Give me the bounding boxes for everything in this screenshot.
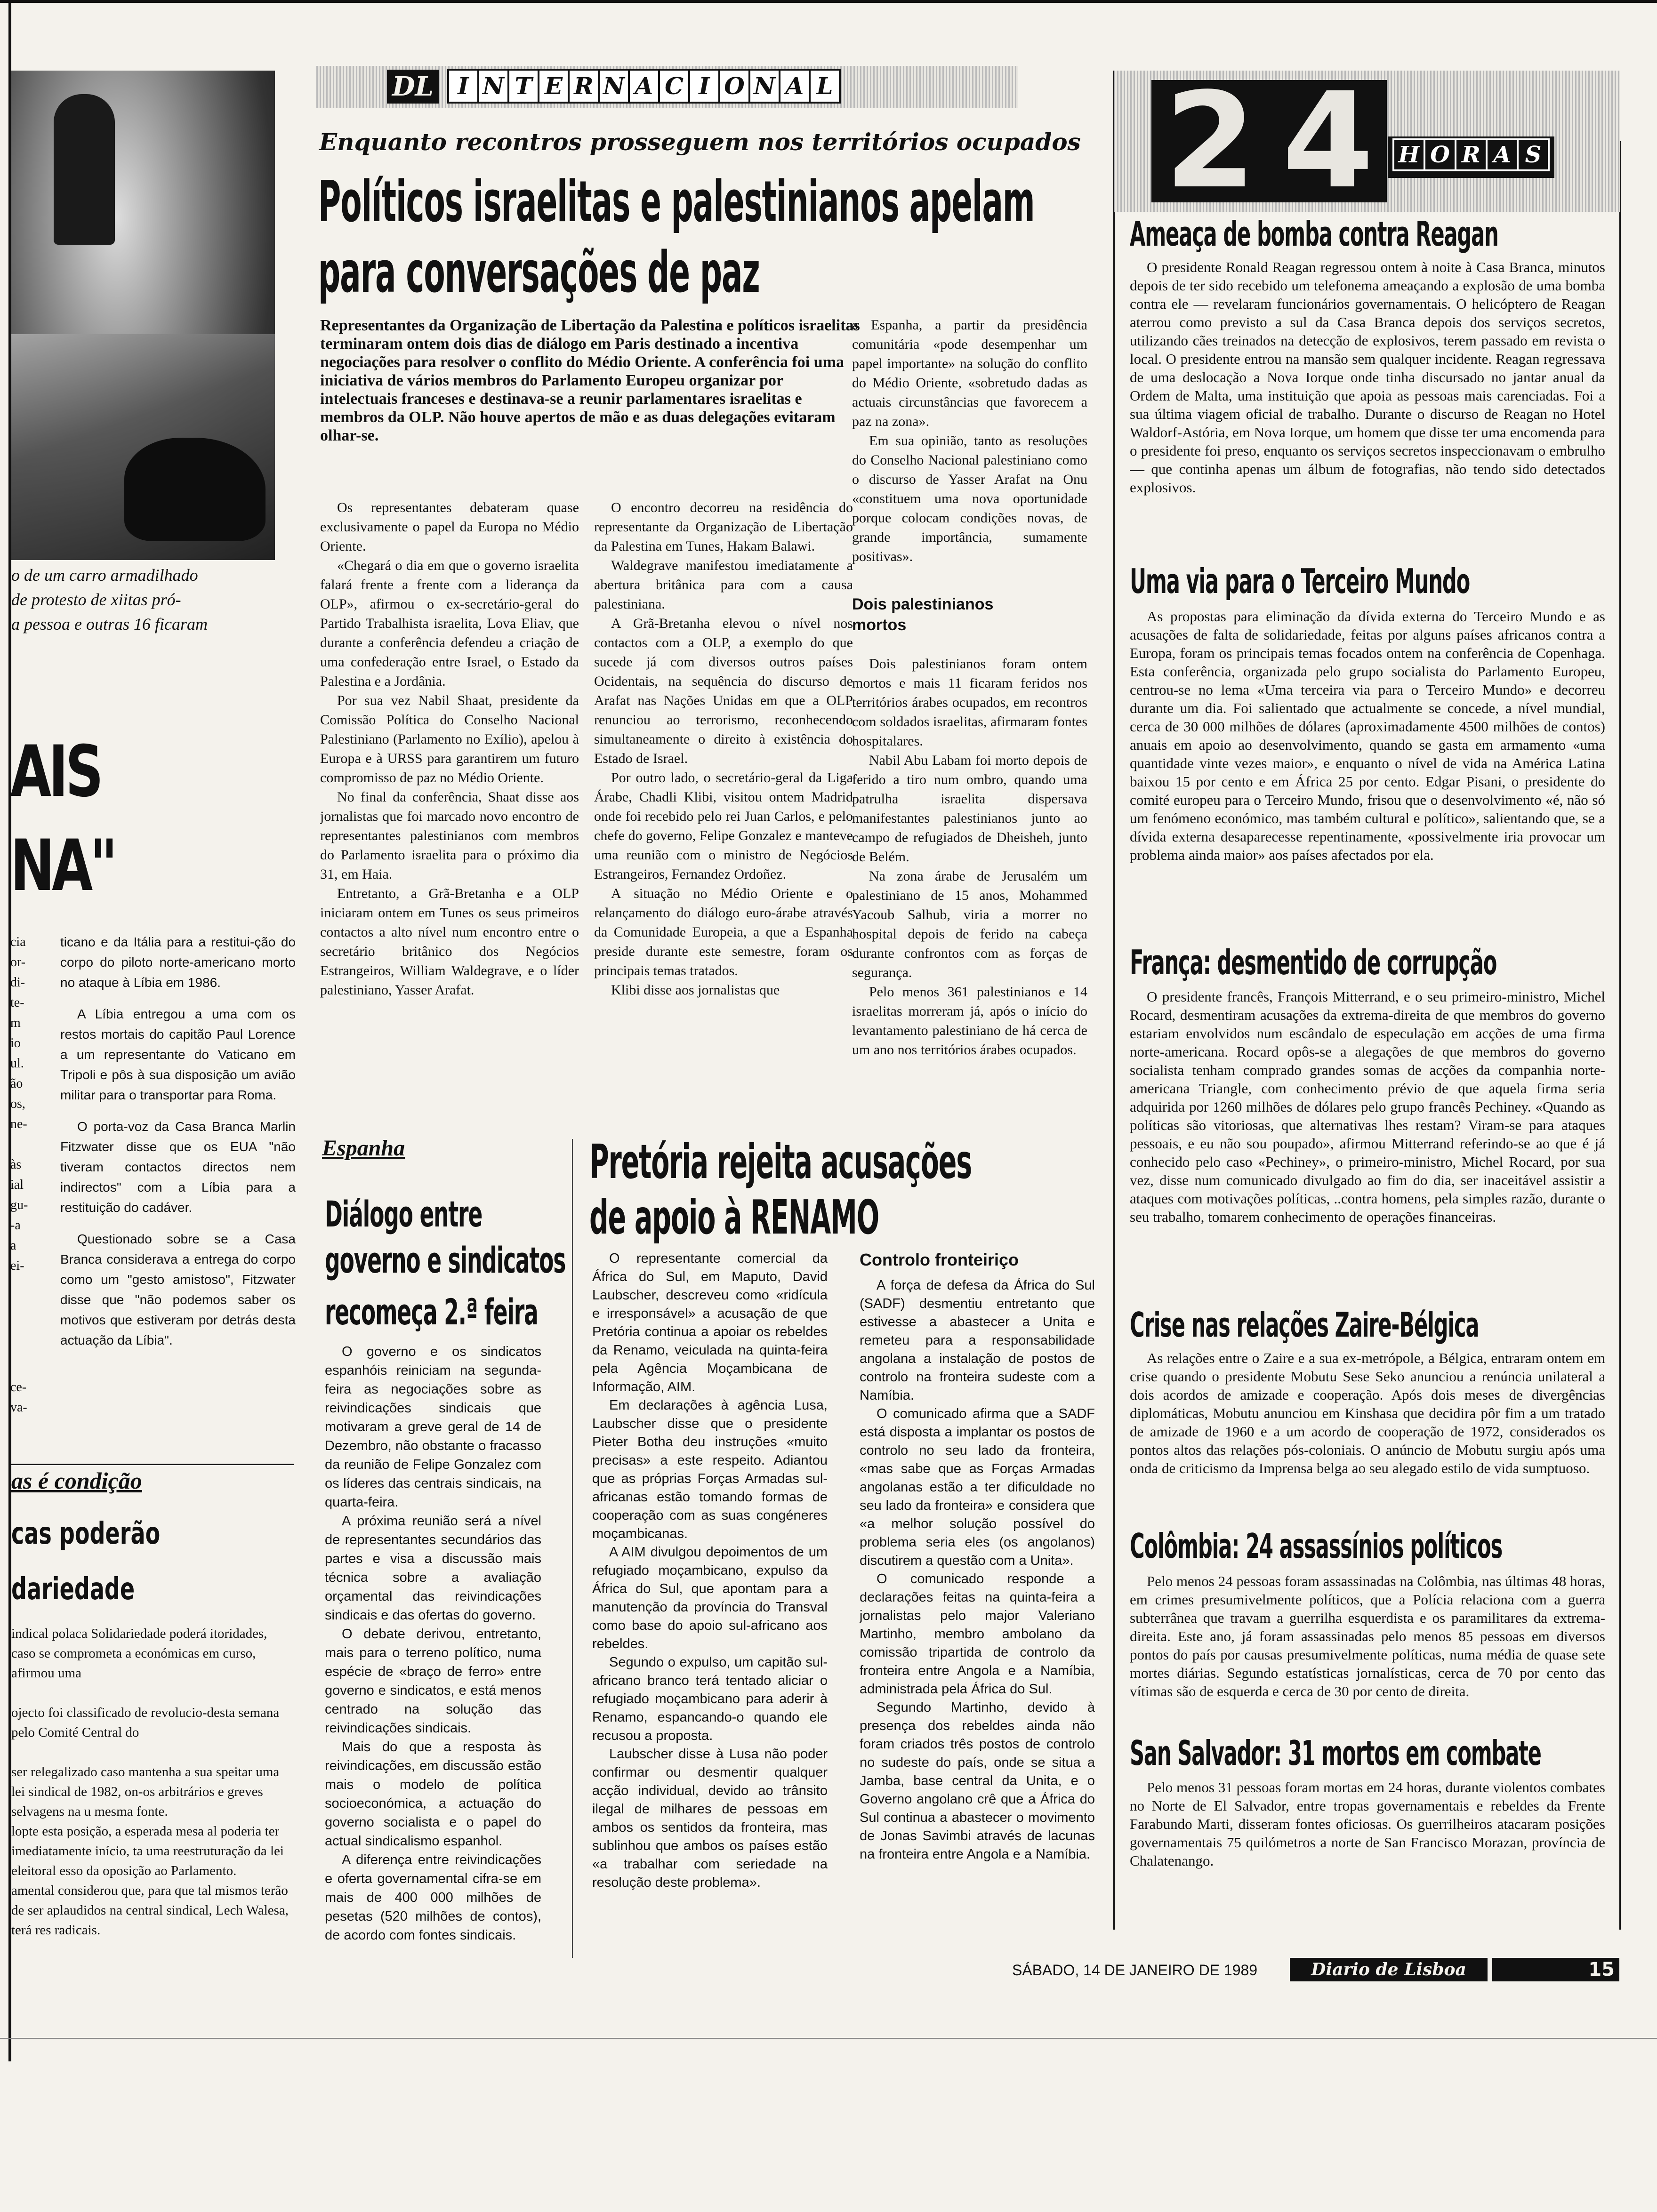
section-letter: T — [507, 69, 539, 104]
left-article-p2: A Líbia entregou a uma com os restos mortais do capitão Paul Lorence a um representante do Vaticano em Tripoli e pôs à sua disposição um avião militar para o transportar para Roma. — [60, 1007, 296, 1102]
espanha-headline-3: recomeça 2.ª feira — [325, 1291, 538, 1333]
brief-title-4: Crise nas relações Zaire-Bélgica — [1130, 1305, 1479, 1345]
brief-title-2: Uma via para o Terceiro Mundo — [1130, 561, 1470, 601]
main-col3 — [852, 315, 1087, 598]
main-col3-p: a Espanha, a partir da presidência comunitária «pode desempenhar um papel importante» na solução do conflito do Médio Oriente, «sobretudo dadas as actuais circunstâncias que favorecem a paz na zona». — [852, 317, 1087, 429]
footer-date: SÁBADO, 14 DE JANEIRO DE 1989 — [1012, 1962, 1258, 1979]
pretoria-col2-p: A força de defesa da África do Sul (SADF) desmentiu entretanto que estivesse a abastecer a Unita e remeteu para a responsabilidade angolana a instalação de postos de controlo na fronteira sudeste com a Namíbia. — [860, 1278, 1095, 1403]
brief-body-6: Pelo menos 31 pessoas foram mortas em 24 horas, durante violentos combates no Norte de El Salvador, entre tropas governamentais e rebeldes da Frente Farabundo Marti, disseram fontes oficiosas. Os guerrilheiros atacaram posições governamentais 75 quilómetros a norte de San Francisco Morazan, província de Chalatenango. — [1130, 1779, 1605, 1869]
pretoria-col1-p: A AIM divulgou depoimentos de um refugiado moçambicano, expulso da África do Sul, que apontam para a manutenção da província do Transval como base do apoio sul-africano aos rebeldes. — [592, 1545, 828, 1651]
section-logo: DL — [387, 70, 439, 104]
section-letters — [447, 69, 841, 105]
section-letter: N — [748, 69, 780, 104]
top-border-rule — [0, 0, 1657, 3]
section-letter: C — [658, 69, 690, 104]
main-col1-p: «Chegará o dia em que o governo israelita falará frente a frente com a liderança da OLP», afirmou o ex-secretário-geral do Partido Trabalhista israelita, Lova Eliav, que durante a conferência defendeu a criação de uma confederação entre Israel, o Estado da Palestina e a Jordânia. — [320, 558, 579, 689]
espanha-headline-1: Diálogo entre — [325, 1193, 483, 1235]
bottom-dotted-rule — [0, 2038, 1657, 2039]
horas-letter: O — [1424, 138, 1456, 171]
main-lead: Representantes da Organização de Libertação da Palestina e políticos israelitas terminaram ontem dois dias de diálogo em Paris destinado a incentiva negociações para resolver o conflito do Médio Oriente. A conferência foi uma iniciativa de vários membros do Parlamento Europeu organizar por intelectuais franceses e destinava-se a reunir parlamentares israelitas e membros da OLP. Não houve apertos de mão e as duas delegações evitaram olhar-se. — [320, 317, 860, 444]
horas-number-2: 2 — [1151, 80, 1269, 202]
photo-figure — [54, 94, 115, 245]
brief-title-6: San Salvador: 31 mortos em combate — [1130, 1733, 1541, 1773]
section-header — [316, 66, 1018, 108]
brief-body-2: As propostas para eliminação da dívida externa do Terceiro Mundo e as acusações de falta de solidariedade, feitas por alguns países africanos contra a Europa, foram os principais temas focados ontem na conferência de Copenhaga. Esta conferência, organizada pelo grupo socialista do Parlamento Europeu, centrou-se no lema «Uma terceira via para o Terceiro Mundo» e decorreu durante um dia. Foi salientado que actualmente se concede, a nível mundial, cerca de 30 000 milhões de dólares (aproximadamente 4500 milhões de contos) anuais em apoio ao desenvolvimento, quando se gasta em armamento «uma quantidade vinte vezes maior», e enquanto o nível de vida na América Latina baixou 15 por cento e em África 25 por cento. Edgar Pisani, o presidente do comité europeu para o Terceiro Mundo, frisou que o desenvolvimento «é, não só um fenómeno económico, mas também cultural e político», salientando que, se a dívida externa desaparecesse repentinamente, «possivelmente iria provocar um problema ainda maior» aos países afectados por ela. — [1130, 608, 1605, 863]
brief-body-5: Pelo menos 24 pessoas foram assassinadas na Colômbia, nas últimas 48 horas, em crimes presumivelmente políticos, que a Polícia relaciona com a guerra subterrânea que travam a guerrilha esquerdista e os paramilitares da extrema-direita. Este ano, já foram assassinadas pelo menos 85 pessoas em diversos pontos do país por causas presumivelmente políticas, numa média de quase sete mortes diárias. Segundo estatísticas jornalísticas, cerca de 70 por cento das vítimas são de esquerda e cerca de 30 por cento de direita. — [1130, 1573, 1605, 1699]
left-headline2: cas poderão dariedade — [11, 1516, 161, 1607]
espanha-headline-2: governo e sindicatos — [325, 1239, 566, 1281]
left-article — [60, 932, 296, 1459]
pretoria-col2 — [860, 1276, 1095, 1964]
pretoria-col1-p: Laubscher disse à Lusa não poder confirmar ou desmentir qualquer acção individual, devido ao trânsito ilegal de milhares de pessoas em ambos os sentidos da fronteira, mas sublinhou que ambos os países estão «a trabalhar com seriedade na resolução deste problema». — [592, 1747, 828, 1890]
left-section-tag: as é condição — [11, 1467, 142, 1494]
pretoria-col1-p: O representante comercial da África do Sul, em Maputo, David Laubscher, descreveu como «ridícula e irresponsável» a acusação de que Pretória continua a apoiar os rebeldes da Renamo, veiculada na quinta-feira pela Agência Moçambicana de Informação, AIM. — [592, 1251, 828, 1395]
pretoria-headline-1: Pretória rejeita acusações — [589, 1134, 972, 1189]
left-tag-rule — [11, 1464, 294, 1465]
left-margin-fragment: cia or- di- te- m io ul. ão os, ne- às ial gu- -a a ei- ce- va- — [10, 935, 28, 1415]
pretoria-col1-p: Segundo o expulso, um capitão sul-africano branco terá tentado aliciar o refugiado moçambicano para aderir à Renamo, espancando-o quando ele recusou a proposta. — [592, 1655, 828, 1743]
footer-page-number: 15 — [1492, 1958, 1619, 1981]
subhead-dois-palestinianos: Dois palestinianos mortos — [852, 595, 994, 634]
brief-body-4: As relações entre o Zaire e a sua ex-metrópole, a Bélgica, entraram ontem em crise quando o presidente Mobutu Sese Seko anunciou a renúncia unilateral a dois acordos de amizade e cooperação. Após dois meses de divergências diplomáticas, Mobutu anunciou em Kinshasa que decidira pôr fim a um tratado de amizade de 1960 e a um acordo de cooperação de 1972, considerados os pontos altos das relações pós-coloniais. O anúncio de Mobutu surgiu após uma onda de criticismo da Imprensa belga ao seu alegado estilo de vida sumptuoso. — [1130, 1350, 1605, 1476]
pretoria-col1-p: Em declarações à agência Lusa, Laubscher disse que o presidente Pieter Botha deu instruções «muito precisas» a este respeito. Adiantou que as próprias Forças Armadas sul-africanas estão tomando formas de cooperação com as suas congéneres moçambicanas. — [592, 1398, 828, 1541]
espanha-body — [325, 1342, 541, 1964]
main-col3b-p: Dois palestinianos foram ontem mortos e mais 11 ficaram feridos nos territórios árabes ocupados, em recontros com soldados israelitas, afirmaram fontes hospitalares. — [852, 656, 1087, 749]
espanha-p: A diferença entre reivindicações e oferta governamental cifra-se em mais de 400 000 milhões de pesetas (520 milhões de contos), de acordo com fontes sindicais. — [325, 1852, 541, 1943]
espanha-p: A próxima reunião será a nível de representantes secundários das partes e visa a discussão mais técnica sobre a avaliação orçamental das reivindicações sindicais e das ofertas do governo. — [325, 1514, 541, 1623]
pretoria-col2-p: O comunicado responde a declarações feitas na quinta-feira a jornalistas pelo major Valeriano Martinho, membro ambolano da comissão tripartida de controlo da fronteira entre Angola e a Namíbia, administrada pela África do Sul. — [860, 1571, 1095, 1697]
subhead-controlo: Controlo fronteiriço — [860, 1250, 1019, 1269]
main-col2-p: O encontro decorreu na residência do representante da Organização de Libertação da Palestina em Tunes, Hakam Balawi. — [594, 500, 853, 554]
espanha-tag: Espanha — [322, 1136, 405, 1161]
main-headline-line1: Políticos israelitas e palestinianos apelam — [318, 169, 1035, 235]
brief-body-3: O presidente francês, François Mitterrand, e o seu primeiro-ministro, Michel Rocard, desmentiram acusações da extrema-direita de que membros do governo estariam envolvidos num escândalo de especulação em acções de uma firma norte-americana. Rocard opôs-se a alegações de que membros do governo socialista tenham comprado grandes somas de acções da companhia norte-americana Triangle, com conhecimento prévio de que aquela firma seria adquirida por 1260 milhões de dólares pelo grupo francês Pechiney. «Quando as políticas são vitoriosas, que alternativas lhes restam? Viram-se para ataques pessoais, e eu não sou poupado», afirmou Mitterrand referindo-se ao que é já conhecido pelo caso «Pechiney», o primeiro-ministro, Michel Rocard, por sua vez, disse num comunicado divulgado ao fim do dia, ser inaceitável assistir a ataques com motivações políticas, ..contra homens, pela simples razão, durante o seu trabalho, tomarem conhecimento de operações financeiras. — [1130, 988, 1605, 1225]
main-col1-p: Entretanto, a Grã-Bretanha e a OLP iniciaram ontem em Tunes os seus primeiros contactos a alto nível num encontro entre o secretário britânico dos Negócios Estrangeiros, William Waldegrave, e o líder palestiniano, Yasser Arafat. — [320, 886, 579, 998]
photo-caption: o de um carro armadilhado de protesto de xiitas pró- a pessoa e outras 16 ficaram — [11, 566, 208, 633]
left-article-p3: O porta-voz da Casa Branca Marlin Fitzwater disse que os EUA "não tiveram contactos directos nem indirectos" com a Líbia para a restituição do cadáver. — [60, 1119, 296, 1215]
brief-title-5: Colômbia: 24 assassínios políticos — [1130, 1526, 1503, 1566]
section-letter: N — [477, 69, 509, 104]
main-col2-p: Por outro lado, o secretário-geral da Liga Árabe, Chadli Klibi, visitou ontem Madrid onde foi recebido pelo rei Juan Carlos, e pelo chefe do governo, Felipe Gonzalez e manteve uma reunião com o ministro de Negócios Estrangeiros, Fernandez Ordoñez. — [594, 770, 853, 882]
main-col3-p: Em sua opinião, tanto as resoluções do Conselho Nacional palestiniano como o discurso de Yasser Arafat na Onu «constituem uma nova oportunidade porque colocam condições novas, de grande importância, sumamente positivas». — [852, 433, 1087, 564]
main-col2-p: Waldegrave manifestou imediatamente a abertura britânica para com a causa palestiniana. — [594, 558, 853, 612]
section-letter: R — [568, 69, 600, 104]
col-divider — [572, 1139, 573, 1958]
main-col3b — [852, 654, 1087, 1139]
left-photo — [11, 71, 275, 560]
section-letter: N — [598, 69, 630, 104]
main-col1-p: Os representantes debateram quase exclusivamente o papel da Europa no Médio Oriente. — [320, 500, 579, 554]
left-big-headline: AIS NA" — [10, 731, 115, 907]
espanha-p: O governo e os sindicatos espanhóis reiniciam na segunda-feira as negociações sobre as reivindicações sindicais que motivaram a greve geral de 14 de Dezembro, não obstante o fracasso da reunião de Felipe Gonzalez com os líderes das centrais sindicais, na quarta-feira. — [325, 1344, 541, 1510]
left-article-p4: Questionado sobre se a Casa Branca considerava a entrega do corpo como um "gesto amistoso", Fitzwater disse que "não podemos saber os motivos que estiveram por detrás desta actuação da Líbia". — [60, 1232, 296, 1347]
main-col2-p: A situação no Médio Oriente e o relançamento do diálogo euro-árabe através da Comunidade Europeia, a que a Espanha preside durante este semestre, foram os principais temas tratados. — [594, 886, 853, 978]
horas-letter: H — [1392, 138, 1425, 171]
brief-title-1: Ameaça de bomba contra Reagan — [1130, 214, 1498, 254]
main-col3b-p: Nabil Abu Labam foi morto depois de ferido a tiro num ombro, quando uma patrulha israelita dispersava manifestantes palestinianos junto ao campo de refugiados de Dheisheh, junto de Belém. — [852, 753, 1087, 865]
pretoria-headline-2: de apoio à RENAMO — [589, 1190, 879, 1245]
section-letter: A — [628, 69, 660, 104]
main-kicker: Enquanto recontros prosseguem nos territórios ocupados — [319, 128, 1081, 156]
main-col1-p: No final da conferência, Shaat disse aos jornalistas que foi marcado novo encontro de representantes palestinianos com membros do Parlamento israelita para o próximo dia 31, em Haia. — [320, 789, 579, 882]
brief-body-1: O presidente Ronald Reagan regressou ontem à noite à Casa Branca, minutos depois de ter sido recebido um telefonema ameaçando a explosão de uma bomba contra ele — revelaram funcionários governamentais. O helicóptero de Reagan aterrou como previsto a sul da Casa Branca depois dos serviços secretos, utilizando cães treinados na detecção de explosivos, terem passado em revista o local. O presidente entrou na mansão sem qualquer incidente. Reagan regressava de uma deslocação a Nova Iorque onde tinha discursado no jantar anual da Ordem de Malta, uma instituição que apoia as pessoas mais carenciadas. Foi a sua última viagem oficial de trabalho. Durante o discurso de Reagan no Hotel Waldorf-Astória, em Nova Iorque, um homem que disse ter uma encomenda para o presidente foi preso, enquanto os serviços secretos inspeccionavam o embrulho — que continha apenas um álbum de fotografias, não tendo sido detectados explosivos. — [1130, 259, 1605, 496]
main-col3b-p: Na zona árabe de Jerusalém um palestiniano de 15 anos, Mohammed Yacoub Salhub, viria a morrer no hospital depois de ferido na cabeça durante confrontos com as forças de segurança. — [852, 868, 1087, 980]
left-article-p1: ticano e da Itália para a restitui-ção do corpo do piloto norte-americano morto no ataque à Líbia em 1986. — [60, 935, 296, 990]
main-col3b-p: Pelo menos 361 palestinianos e 14 israelitas morreram já, após o início do levantamento palestiniano de há cerca de um ano nos territórios árabes ocupados. — [852, 984, 1087, 1058]
horas-frame — [1113, 71, 1115, 1930]
section-letter: I — [447, 69, 479, 104]
espanha-p: Mais do que a resposta às reivindicações, em discussão estão mais o modelo de política socioeconómica, a actuação do governo socialista e o papel do actual sindicalismo espanhol. — [325, 1739, 541, 1849]
horas-letter: A — [1486, 138, 1519, 171]
main-col2-p: A Grã-Bretanha elevou o nível nos contactos com a OLP, a exemplo do que sucede já com diversos outros países Ocidentais, na sequência do discurso de Arafat nas Nações Unidas em que a OLP renunciou ao terrorismo, reconhecendo simultaneamente o direito à existência do Estado de Israel. — [594, 616, 853, 766]
horas-banner — [1114, 64, 1620, 218]
section-letter: I — [688, 69, 720, 104]
section-letter: O — [718, 69, 750, 104]
photo-crowd — [124, 438, 265, 541]
horas-word — [1388, 136, 1554, 178]
footer-masthead: Diario de Lisboa — [1290, 1958, 1488, 1981]
horas-frame-right — [1619, 141, 1621, 1930]
main-col1-p: Por sua vez Nabil Shaat, presidente da Comissão Política do Conselho Nacional Palestiniano (Parlamento no Exílio), apelou à Europa e à URSS para garantirem um futuro compromisso de paz no Médio Oriente. — [320, 693, 579, 785]
main-col1 — [320, 498, 579, 1119]
section-letter: L — [809, 69, 841, 104]
pretoria-col2-p: Segundo Martinho, devido à presença dos rebeldes ainda não foram criados três postos de controlo no sudeste do país, onde se situa a Jamba, base central da Unita, e o Governo angolano crê que a África do Sul continua a abastecer o movimento de Jonas Savimbi através de lacunas na fronteira entre Angola e a Namíbia. — [860, 1700, 1095, 1862]
main-col2-p: Klibi disse aos jornalistas que — [611, 982, 780, 998]
section-letter: E — [538, 69, 570, 104]
horas-number-4: 4 — [1269, 80, 1387, 202]
horas-letter: R — [1455, 138, 1488, 171]
horas-letter: S — [1517, 138, 1550, 171]
main-col2 — [594, 498, 853, 1119]
main-headline-line2: para conversações de paz — [318, 240, 760, 305]
pretoria-col1 — [592, 1250, 828, 1965]
espanha-p: O debate derivou, entretanto, mais para o terreno político, numa espécie de «braço de ferro» entre governo e sindicatos, e está menos centrado na solução das reivindicações sindicais. — [325, 1627, 541, 1736]
section-letter: A — [779, 69, 811, 104]
left-article2: indical polaca Solidariedade poderá itoridades, caso se comprometa a económicas em curso, afirmou uma ojecto foi classificado de revolucio-desta semana pelo Comité Central do ser relegalizado caso mantenha a sua speitar uma lei sindical de 1982, on-os arbitrários e greves selvagens na u mesma fonte. lopte esta posição, a esperada mesa al poderia ter imediatamente início, ta uma reestruturação da lei eleitoral esso da oposição ao Parlamento. amental considerou que, para que tal mismos terão de ser aplaudidos na central sindical, Lech Walesa, terá res radicais. — [11, 1626, 289, 1938]
brief-title-3: França: desmentido de corrupção — [1130, 943, 1497, 982]
pretoria-col2-p: O comunicado afirma que a SADF está disposta a implantar os postos de controlo no seu lado da fronteira, «mas sabe que as Forças Armadas angolanas estão a ter dificuldade no seu lado da fronteira» e considera que «a melhor solução possível do problema seria eles (os angolanos) discutirem a questão com a Unita». — [860, 1406, 1095, 1568]
